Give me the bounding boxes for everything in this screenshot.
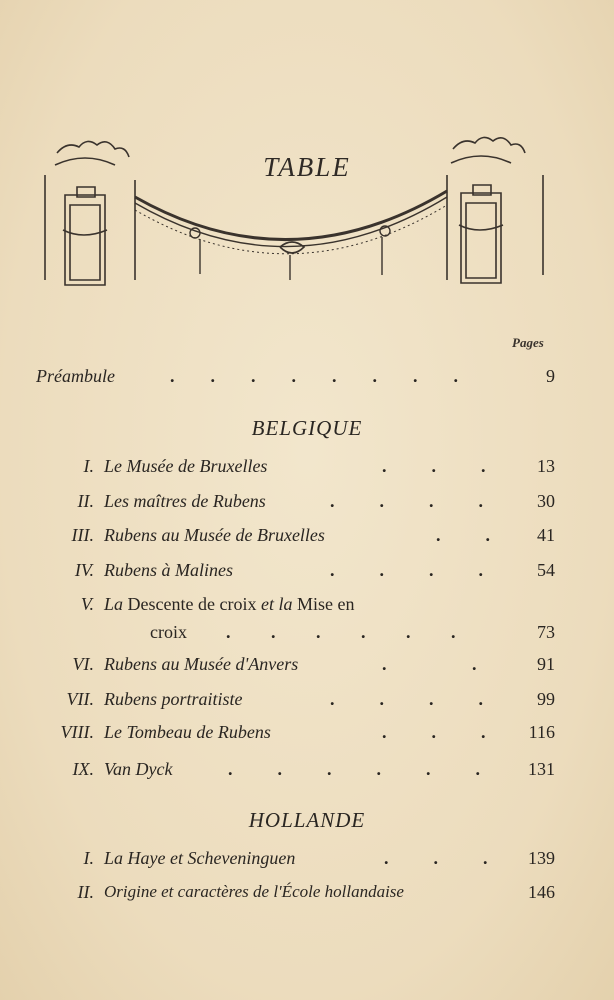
- page-number: 139: [528, 848, 555, 868]
- chapter-number: VIII.: [60, 722, 94, 742]
- toc-entry: [0, 654, 614, 684]
- chapter-number: I.: [83, 848, 94, 868]
- chapter-number: V.: [80, 594, 94, 614]
- toc-entry: [0, 848, 614, 878]
- leader-dots: . . . .: [330, 491, 483, 511]
- chapter-title: Le Tombeau de Rubens: [104, 722, 271, 742]
- chapter-title: La Haye et Scheveninguen: [104, 848, 296, 868]
- chapter-title: Van Dyck: [104, 759, 173, 779]
- toc-entry: [0, 560, 614, 590]
- chapter-number: II.: [77, 882, 94, 902]
- chapter-title: Les maîtres de Rubens: [104, 491, 266, 511]
- chapter-number: IX.: [72, 759, 94, 779]
- chapter-title-continuation: croix: [150, 622, 187, 642]
- leader-dots: . .: [382, 654, 477, 674]
- leader-dots: . .: [436, 525, 490, 545]
- section-title-hollande: HOLLANDE: [248, 808, 366, 832]
- page-number: 99: [537, 689, 555, 709]
- chapter-title: Le Musée de Bruxelles: [104, 456, 268, 476]
- toc-entry: [0, 456, 614, 486]
- toc-entry: [0, 882, 614, 912]
- page-number: 41: [537, 525, 555, 545]
- chapter-title: Origine et caractères de l'École hollandaise: [104, 882, 404, 901]
- page-number: 116: [528, 722, 555, 742]
- title-part: Mise en: [296, 594, 355, 614]
- leader-dots: . . . . . .: [226, 622, 456, 642]
- leader-dots: . . .: [382, 456, 486, 476]
- leader-dots: . . . . . . . .: [170, 366, 458, 386]
- toc-entry: [0, 525, 614, 555]
- chapter-title: Rubens à Malines: [104, 560, 233, 580]
- section-title-belgique: BELGIQUE: [251, 416, 363, 440]
- preamble-row: [0, 366, 614, 396]
- toc-entry: [0, 722, 614, 752]
- leader-dots: . . . . . .: [228, 759, 480, 779]
- page-title: TABLE: [263, 152, 351, 182]
- page-number: 13: [537, 456, 555, 476]
- toc-entry: [0, 759, 614, 789]
- chapter-number: I.: [83, 456, 94, 476]
- page-number: 73: [537, 622, 555, 642]
- chapter-title: Rubens au Musée de Bruxelles: [104, 525, 325, 545]
- page-number: 131: [528, 759, 555, 779]
- toc-entry: [0, 689, 614, 719]
- leader-dots: . . . .: [330, 560, 483, 580]
- leader-dots: . . .: [382, 722, 486, 742]
- page-number: 9: [546, 366, 555, 386]
- pages-column-label: Pages: [512, 335, 544, 350]
- chapter-number: IV.: [74, 560, 94, 580]
- title-part: Descente de croix: [127, 594, 257, 614]
- garland-swag: [135, 191, 447, 280]
- toc-entry: [0, 491, 614, 521]
- leader-dots: . . .: [384, 848, 488, 868]
- preamble-label: Préambule: [36, 366, 115, 386]
- chapter-title: Rubens portraitiste: [104, 689, 243, 709]
- chapter-number: VI.: [72, 654, 94, 674]
- chapter-title: [104, 594, 354, 615]
- toc-entry-continuation: [0, 622, 614, 652]
- title-part: et la: [260, 594, 293, 614]
- toc-entry: [0, 594, 614, 624]
- page-number: 30: [537, 491, 555, 511]
- page-number: 54: [537, 560, 555, 580]
- chapter-number: III.: [71, 525, 94, 545]
- page-number: 91: [537, 654, 555, 674]
- page-number: 146: [528, 882, 555, 902]
- chapter-number: II.: [77, 491, 94, 511]
- title-part: La: [104, 594, 124, 614]
- chapter-title: Rubens au Musée d'Anvers: [104, 654, 299, 674]
- chapter-number: VII.: [66, 689, 94, 709]
- leader-dots: . . . .: [330, 689, 483, 709]
